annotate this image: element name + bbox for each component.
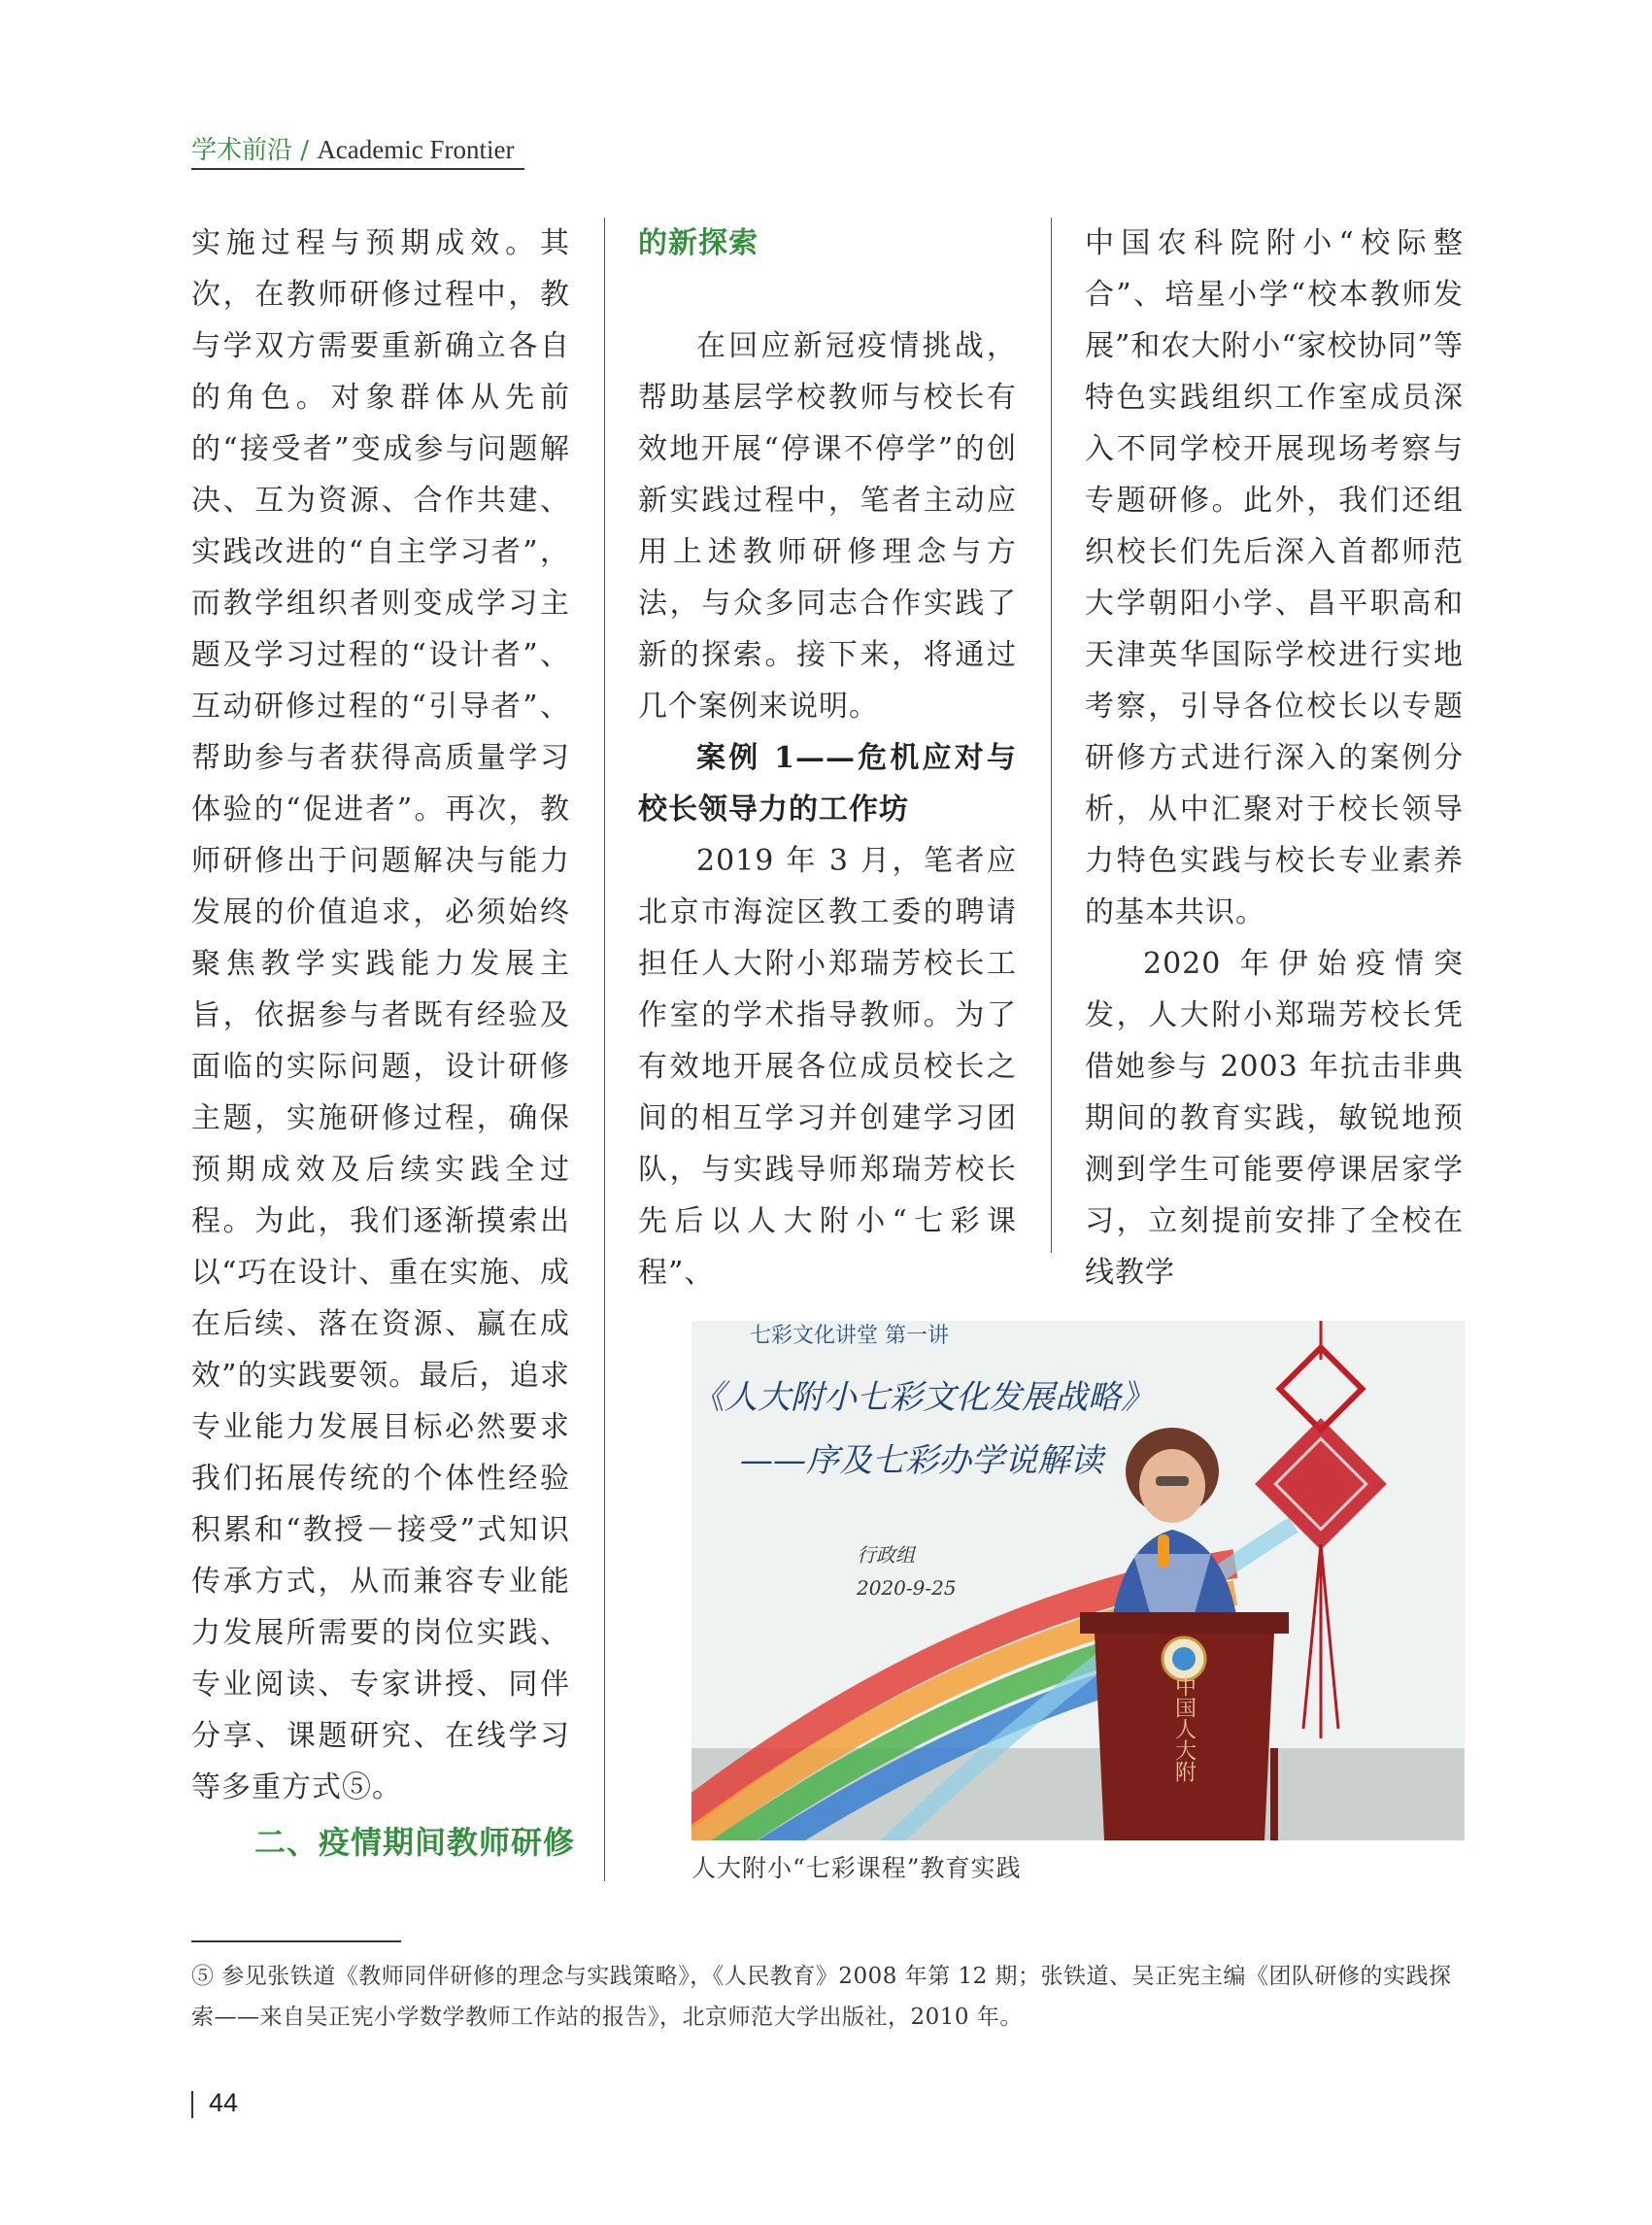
photo-caption: 人大附小“七彩课程”教育实践 <box>691 1854 1022 1882</box>
screen-title-text: 《人大附小七彩文化发展战略》 <box>691 1378 1154 1417</box>
podium-text: 中国人大附 <box>1171 1675 1197 1782</box>
page-number-bar <box>191 2091 193 2118</box>
header-en: Academic Frontier <box>317 135 515 164</box>
column-divider-2 <box>1051 218 1052 1253</box>
screen-top-text: 七彩文化讲堂 第一讲 <box>750 1324 949 1348</box>
podium <box>1080 1612 1289 1840</box>
header-rule <box>191 168 524 170</box>
col3-paragraph-1: 中国农科院附小“校际整合”、培星小学“校本教师发展”和农大附小“家校协同”等特色实践组织工作室成员深入不同学校开展现场考察与专题研修。此外，我们还组织校长们先后深入首都师范大学朝阳小学、昌平职高和天津英华国际学校进行实地考察，引导各位校长以专题研修方式进行深入的案例分析，从中汇聚对于校长领导力特色实践与校长专业素养的基本共识。 <box>1085 226 1465 929</box>
col2-paragraph-1: 在回应新冠疫情挑战，帮助基层学校教师与校长有效地开展“停课不停学”的创新实践过程中，笔者主动应用上述教师研修理念与方法，与众多同志合作实践了新的探索。接下来，将通过几个案例来说明。 <box>638 329 1017 724</box>
screen-sign-text: 行政组 <box>857 1543 915 1567</box>
col1-paragraph: 实施过程与预期成效。其次，在教师研修过程中，教与学双方需要重新确立各自的角色。对象群体从先前的“接受者”变成参与问题解决、互为资源、合作共建、实践改进的“自主学习者”，而教学组织者则变成学习主题及学习过程的“设计者”、互动研修过程的“引导者”、帮助参与者获得高质量学习体验的“促进者”。再次，教师研修出于问题解决与能力发展的价值追求，必须始终聚焦教学实践能力发展主旨，依据参与者既有经验及面临的实际问题，设计研修主题，实施研修过程，确保预期成效及后续实践全过程。为此，我们逐渐摸索出以“巧在设计、重在实施、成在后续、落在资源、赢在成效”的实践要领。最后，追求专业能力发展目标必然要求我们拓展传统的个体性经验积累和“教授－接受”式知识传承方式，从而兼容专业能力发展所需要的岗位实践、专业阅读、专家讲授、同伴分享、课题研究、在线学习等多重方式⑤。 <box>191 226 570 1804</box>
column-1 <box>191 218 570 1813</box>
column-2 <box>638 218 1017 1298</box>
page-number <box>191 2088 238 2118</box>
photo-illustration <box>691 1321 1465 1840</box>
case-title: 案例 1——危机应对与校长领导力的工作坊 <box>638 741 1017 826</box>
col2-paragraph-2: 2019 年 3 月，笔者应北京市海淀区教工委的聘请担任人大附小郑瑞芳校长工作室的学术指导教师。为了有效地开展各位成员校长之间的相互学习并创建学习团队，与实践导师郑瑞芳校长先后以人大附小“七彩课程”、 <box>638 844 1017 1290</box>
screen-date-text: 2020-9-25 <box>857 1576 957 1600</box>
header-zh: 学术前沿 <box>191 136 293 165</box>
column-3 <box>1085 218 1464 1298</box>
header-sep: / <box>292 136 318 165</box>
footnote-rule <box>191 1940 401 1942</box>
event-photo <box>691 1321 1465 1840</box>
running-header <box>191 130 515 166</box>
section-title: 二、疫情期间教师研修 <box>254 1824 576 1861</box>
footnote: ⑤ 参见张铁道《教师同伴研修的理念与实践策略》，《人民教育》2008 年第 12 期；张铁道、吴正宪主编《团队研修的实践探索——来自吴正宪小学数学教师工作站的报告》，北京师范大学出版社，2010 年。 <box>191 1964 1452 2030</box>
col2-heading: 的新探索 <box>638 226 759 260</box>
page-number-text: 44 <box>209 2088 239 2117</box>
screen-subtitle-text: ——序及七彩办学说解读 <box>740 1441 1103 1480</box>
col2-spacer <box>638 269 1017 320</box>
col3-paragraph-2: 2020 年伊始疫情突发，人大附小郑瑞芳校长凭借她参与 2003 年抗击非典期间的教育实践，敏锐地预测到学生可能要停课居家学习，立刻提前安排了全校在线教学 <box>1085 947 1464 1290</box>
column-divider-1 <box>604 218 605 1881</box>
